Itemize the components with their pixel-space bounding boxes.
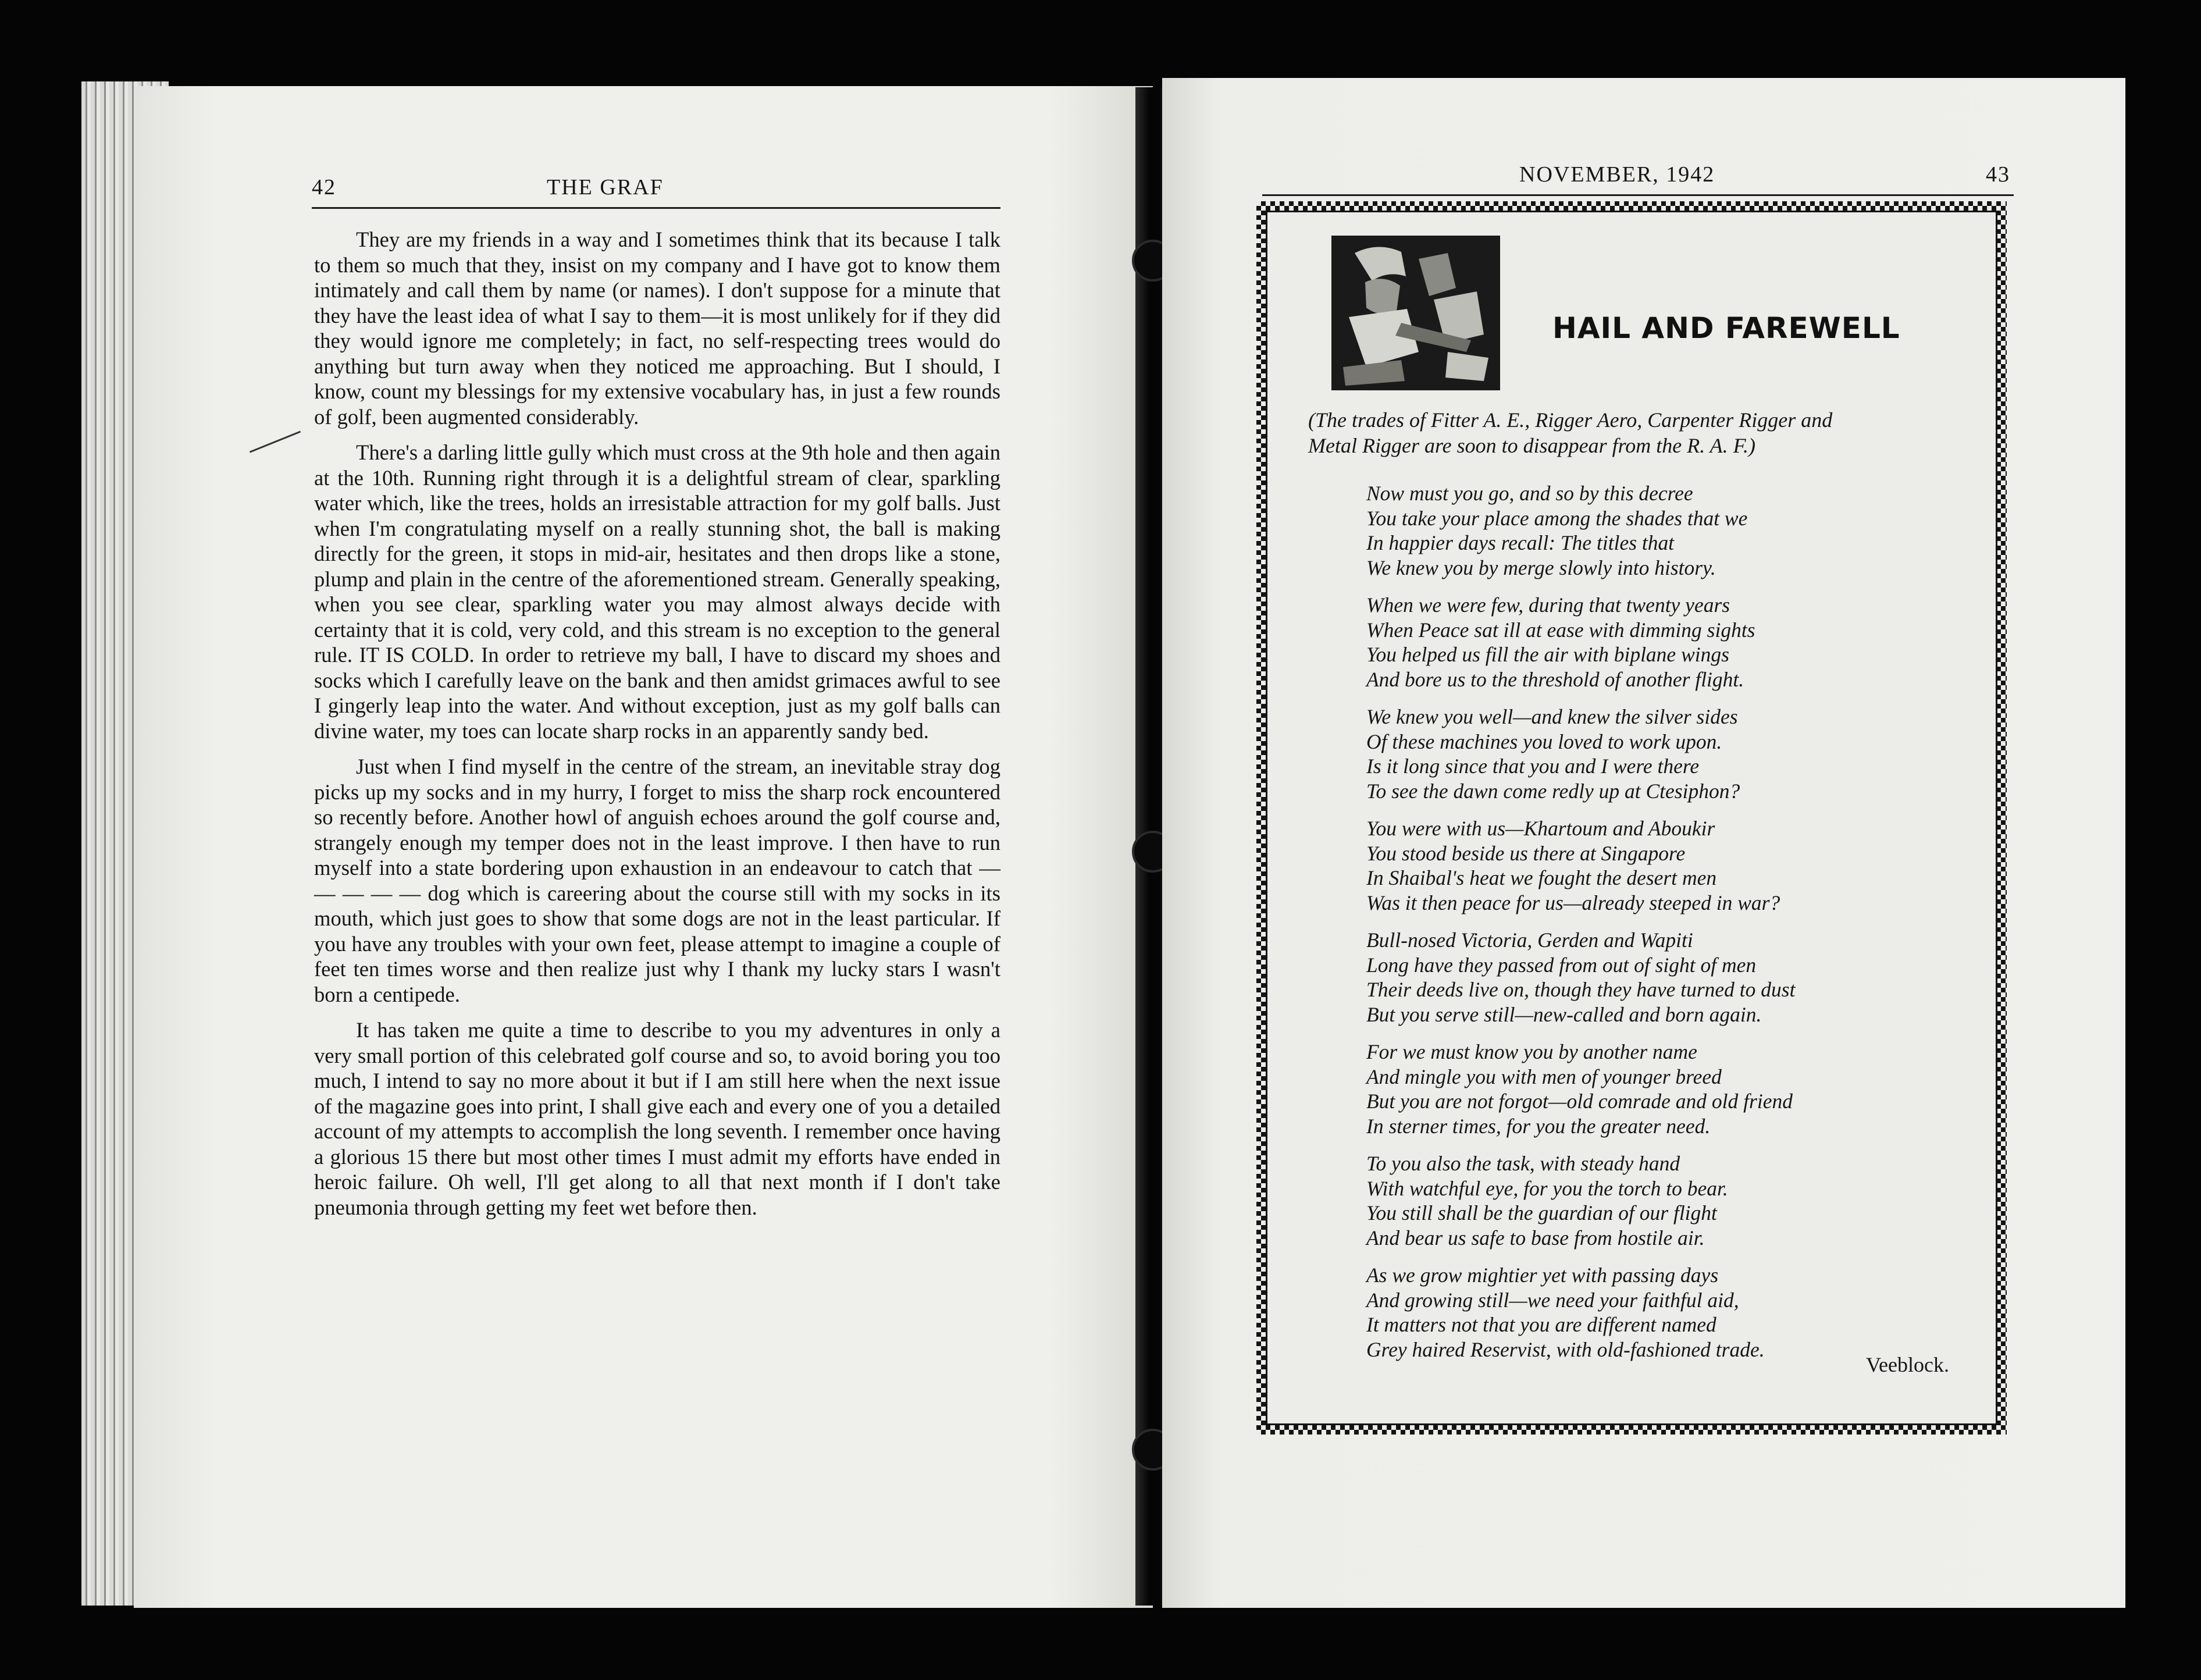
- right-header-rule: [1262, 194, 2014, 196]
- poem-line: We knew you by merge slowly into history.: [1366, 556, 1716, 579]
- woodcut-image: [1331, 236, 1500, 390]
- poem-line: You stood beside us there at Singapore: [1366, 841, 1686, 865]
- poem-line: But you are not forgot—old comrade and old friend: [1366, 1090, 1793, 1113]
- poem-line: As we grow mightier yet with passing days: [1366, 1263, 1719, 1287]
- stanza: [1366, 593, 1977, 692]
- poem-line: Their deeds live on, though they have turned to dust: [1366, 978, 1796, 1001]
- poem-line: When we were few, during that twenty years: [1366, 593, 1730, 617]
- poem-line: It matters not that you are different named: [1366, 1313, 1716, 1336]
- poem-line: But you serve still—new-called and born again.: [1366, 1002, 1762, 1026]
- stanza: [1366, 1151, 1977, 1250]
- poem-line: We knew you well—and knew the silver sides: [1366, 705, 1738, 728]
- paragraph: They are my friends in a way and I sometimes think that its because I talk to them so much that they, insist on my company and I have got to know them intimately and call them by name (or names). I don't suppose for a minute that they have the least idea of what I say to them—it is most unlikely for if they did they would ignore me completely; in fact, no self-respecting trees would do anything but turn away when they noticed me approaching. But I should, I know, count my blessings for my extensive vocabulary has, in just a few rounds of golf, been augmented considerably.: [314, 227, 1000, 429]
- poem-line: In Shaibal's heat we fought the desert men: [1366, 866, 1717, 889]
- paragraph: There's a darling little gully which must cross at the 9th hole and then again at the 10th. Running right through it is a delightful stream of clear, sparkling water which, like the trees, holds an irresistable attraction for my golf balls. Just when I'm congratulating myself on a really stunning shot, the ball is making directly for the green, it stops in mid-air, hesitates and then drops like a stone, plump and plain in the centre of the aforementioned stream. Generally speaking, when you see clear, sparkling water you may almost always decide with certainty that it is cold, very cold, and this stream is no exception to the general rule. IT IS COLD. In order to retrieve my ball, I have to discard my shoes and socks which I carefully leave on the bank and then amidst grimaces awful to see I gingerly leap into the water. And without exception, just as my golf balls can divine water, my toes can locate sharp rocks in an apparently sandy bed.: [314, 440, 1000, 743]
- poem-intro: [1308, 407, 2006, 458]
- poem-line: Bull-nosed Victoria, Gerden and Wapiti: [1366, 928, 1693, 952]
- paragraph: It has taken me quite a time to describe to you my adventures in only a very small portion of this celebrated golf course and so, to avoid boring you too much, I intend to say no more about it but if I am still here when the next issue of the magazine goes into print, I shall give each and every one of you a detailed account of my attempts to accomplish the long seventh. I remember once having a glorious 15 there but most other times I must admit my efforts have ended in heroic failure. Oh well, I'll get along to all that next month if I don't take pneumonia through getting my feet wet before then.: [314, 1018, 1000, 1219]
- stanza: [1366, 816, 1977, 915]
- left-page-number: 42: [312, 175, 336, 200]
- poem-line: Long have they passed from out of sight of men: [1366, 953, 1757, 977]
- poem-line: For we must know you by another name: [1366, 1040, 1697, 1063]
- poem-checkered-border: [1256, 201, 2007, 1435]
- intro-line: (The trades of Fitter A. E., Rigger Aero, Carpenter Rigger and: [1308, 408, 1833, 432]
- poem-line: You still shall be the guardian of our flight: [1366, 1201, 1717, 1225]
- poem-line: You were with us—Khartoum and Aboukir: [1366, 817, 1715, 840]
- poem-line: Is it long since that you and I were there: [1366, 754, 1700, 778]
- poem-line: And bore us to the threshold of another flight.: [1366, 667, 1744, 691]
- paragraph: Just when I find myself in the centre of the stream, an inevitable stray dog picks up my socks and in my hurry, I forget to miss the sharp rock encountered so recently before. Another howl of anguish echoes around the golf course and, strangely enough my temper does not in the least improve. I then have to run myself into a state bordering upon exhaustion in an endeavour to catch that — — — — — dog which is careering about the course still with my socks in its mouth, which just goes to show that some dogs are not in the least particular. If you have any troubles with your own feet, please attempt to imagine a couple of feet ten times worse and then realize just why I thank my lucky stars I wasn't born a centipede.: [314, 754, 1000, 1006]
- right-running-head: NOVEMBER, 1942: [1519, 162, 1715, 187]
- stanza: [1366, 1263, 1977, 1362]
- poem-stanzas: [1366, 481, 1977, 1375]
- poem-line: With watchful eye, for you the torch to bear.: [1366, 1176, 1728, 1200]
- stanza: [1366, 481, 1977, 580]
- poem-line: Grey haired Reservist, with old-fashioned trade.: [1366, 1337, 1765, 1361]
- poem-line: In sterner times, for you the greater need.: [1366, 1114, 1711, 1138]
- poem-line: And bear us safe to base from hostile air.: [1366, 1226, 1705, 1250]
- poem-line: And mingle you with men of younger breed: [1366, 1065, 1722, 1088]
- poem-line: And growing still—we need your faithful aid,: [1366, 1288, 1739, 1312]
- right-page-number: 43: [1986, 162, 2010, 187]
- poem-line: To see the dawn come redly up at Ctesiphon?: [1366, 779, 1740, 803]
- poem-line: Now must you go, and so by this decree: [1366, 482, 1693, 505]
- article-body: [314, 227, 1000, 1230]
- poem-line: Was it then peace for us—already steeped in war?: [1366, 891, 1780, 914]
- stanza: [1366, 928, 1977, 1027]
- poem-frame: [1266, 211, 1997, 1425]
- stanza: [1366, 1040, 1977, 1138]
- poem-title: HAIL AND FAREWELL: [1552, 311, 1900, 345]
- poem-signature: Veeblock.: [1866, 1353, 1949, 1376]
- poem-line: To you also the task, with steady hand: [1366, 1152, 1680, 1175]
- poem-line: When Peace sat ill at ease with dimming sights: [1366, 618, 1755, 642]
- poem-line: Of these machines you loved to work upon.: [1366, 729, 1722, 753]
- poem-line: In happier days recall: The titles that: [1366, 531, 1675, 554]
- left-header-rule: [312, 207, 1000, 209]
- intro-line: Metal Rigger are soon to disappear from the R. A. F.): [1308, 434, 1755, 457]
- mechanic-woodcut-illustration: [1331, 236, 1500, 390]
- poem-line: You take your place among the shades that we: [1366, 506, 1748, 530]
- poem-line: You helped us fill the air with biplane wings: [1366, 643, 1729, 666]
- stanza: [1366, 704, 1977, 803]
- left-running-head: THE GRAF: [547, 175, 664, 200]
